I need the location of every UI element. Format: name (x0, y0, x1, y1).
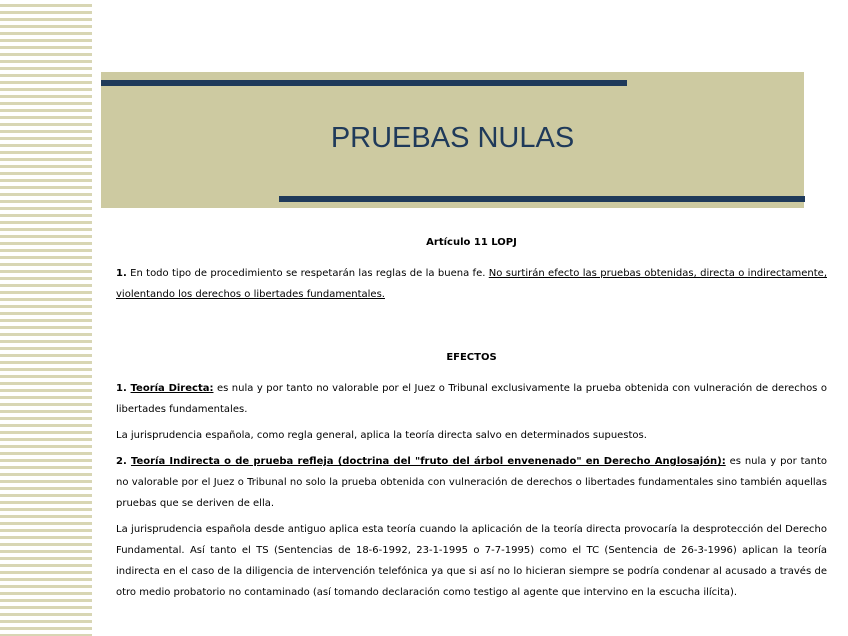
item1-number: 1. (116, 383, 131, 394)
effect-item-indirect (116, 451, 827, 514)
article-text: En todo tipo de procedimiento se respetarán las reglas de la buena fe. (126, 268, 489, 279)
effects-heading: EFECTOS (446, 352, 497, 363)
item2-text: es nula y por tanto no valorable por el Juez o Tribunal no solo la prueba obtenida con vulneración de derechos o libertades fundamentales sino también aquellas pruebas que se deriven de ella. (116, 456, 827, 509)
article-number: 1. (116, 268, 127, 279)
item2-note: La jurisprudencia española desde antiguo aplica esta teoría cuando la aplicación de la teoría directa provocaría la desprotección del Derecho Fundamental. Así tanto el TS (Sentencias de 18-6-1992, 23-1-1995 o 7-7-1995) como el TC (Sentencia de 26-3-1996) aplican la teoría indirecta en el caso de la diligencia de intervención telefónica ya que si así no lo hicieran siempre se podría condenar al acusado a través de otro medio probatorio no contaminado (así tomando declaración como testigo al agente que intervino en la escucha ilícita). (116, 524, 827, 598)
title-top-bar (101, 80, 627, 86)
item1-text: es nula y por tanto no valorable por el Juez o Tribunal exclusivamente la prueba obtenida con vulneración de derechos o libertades fundamentales. (116, 383, 827, 415)
title-bottom-bar (279, 196, 805, 202)
decorative-stripes (0, 0, 92, 636)
slide-body (116, 232, 827, 603)
item2-number: 2. (116, 456, 131, 467)
article-heading: Artículo 11 LOPJ (426, 237, 517, 248)
item1-title: Teoría Directa: (130, 383, 214, 394)
item1-note: La jurisprudencia española, como regla general, aplica la teoría directa salvo en determinados supuestos. (116, 430, 647, 441)
article-underlined-text: No surtirán efecto las pruebas obtenidas, directa o indirectamente, violentando los derechos o libertades fundamentales. (116, 268, 827, 300)
slide-title: PRUEBAS NULAS (330, 122, 575, 154)
item2-title: Teoría Indirecta o de prueba refleja (doctrina del "fruto del árbol envenenado" en Derecho Anglosajón): (130, 456, 726, 467)
article-paragraph (116, 263, 827, 305)
effect-item-direct (116, 378, 827, 420)
